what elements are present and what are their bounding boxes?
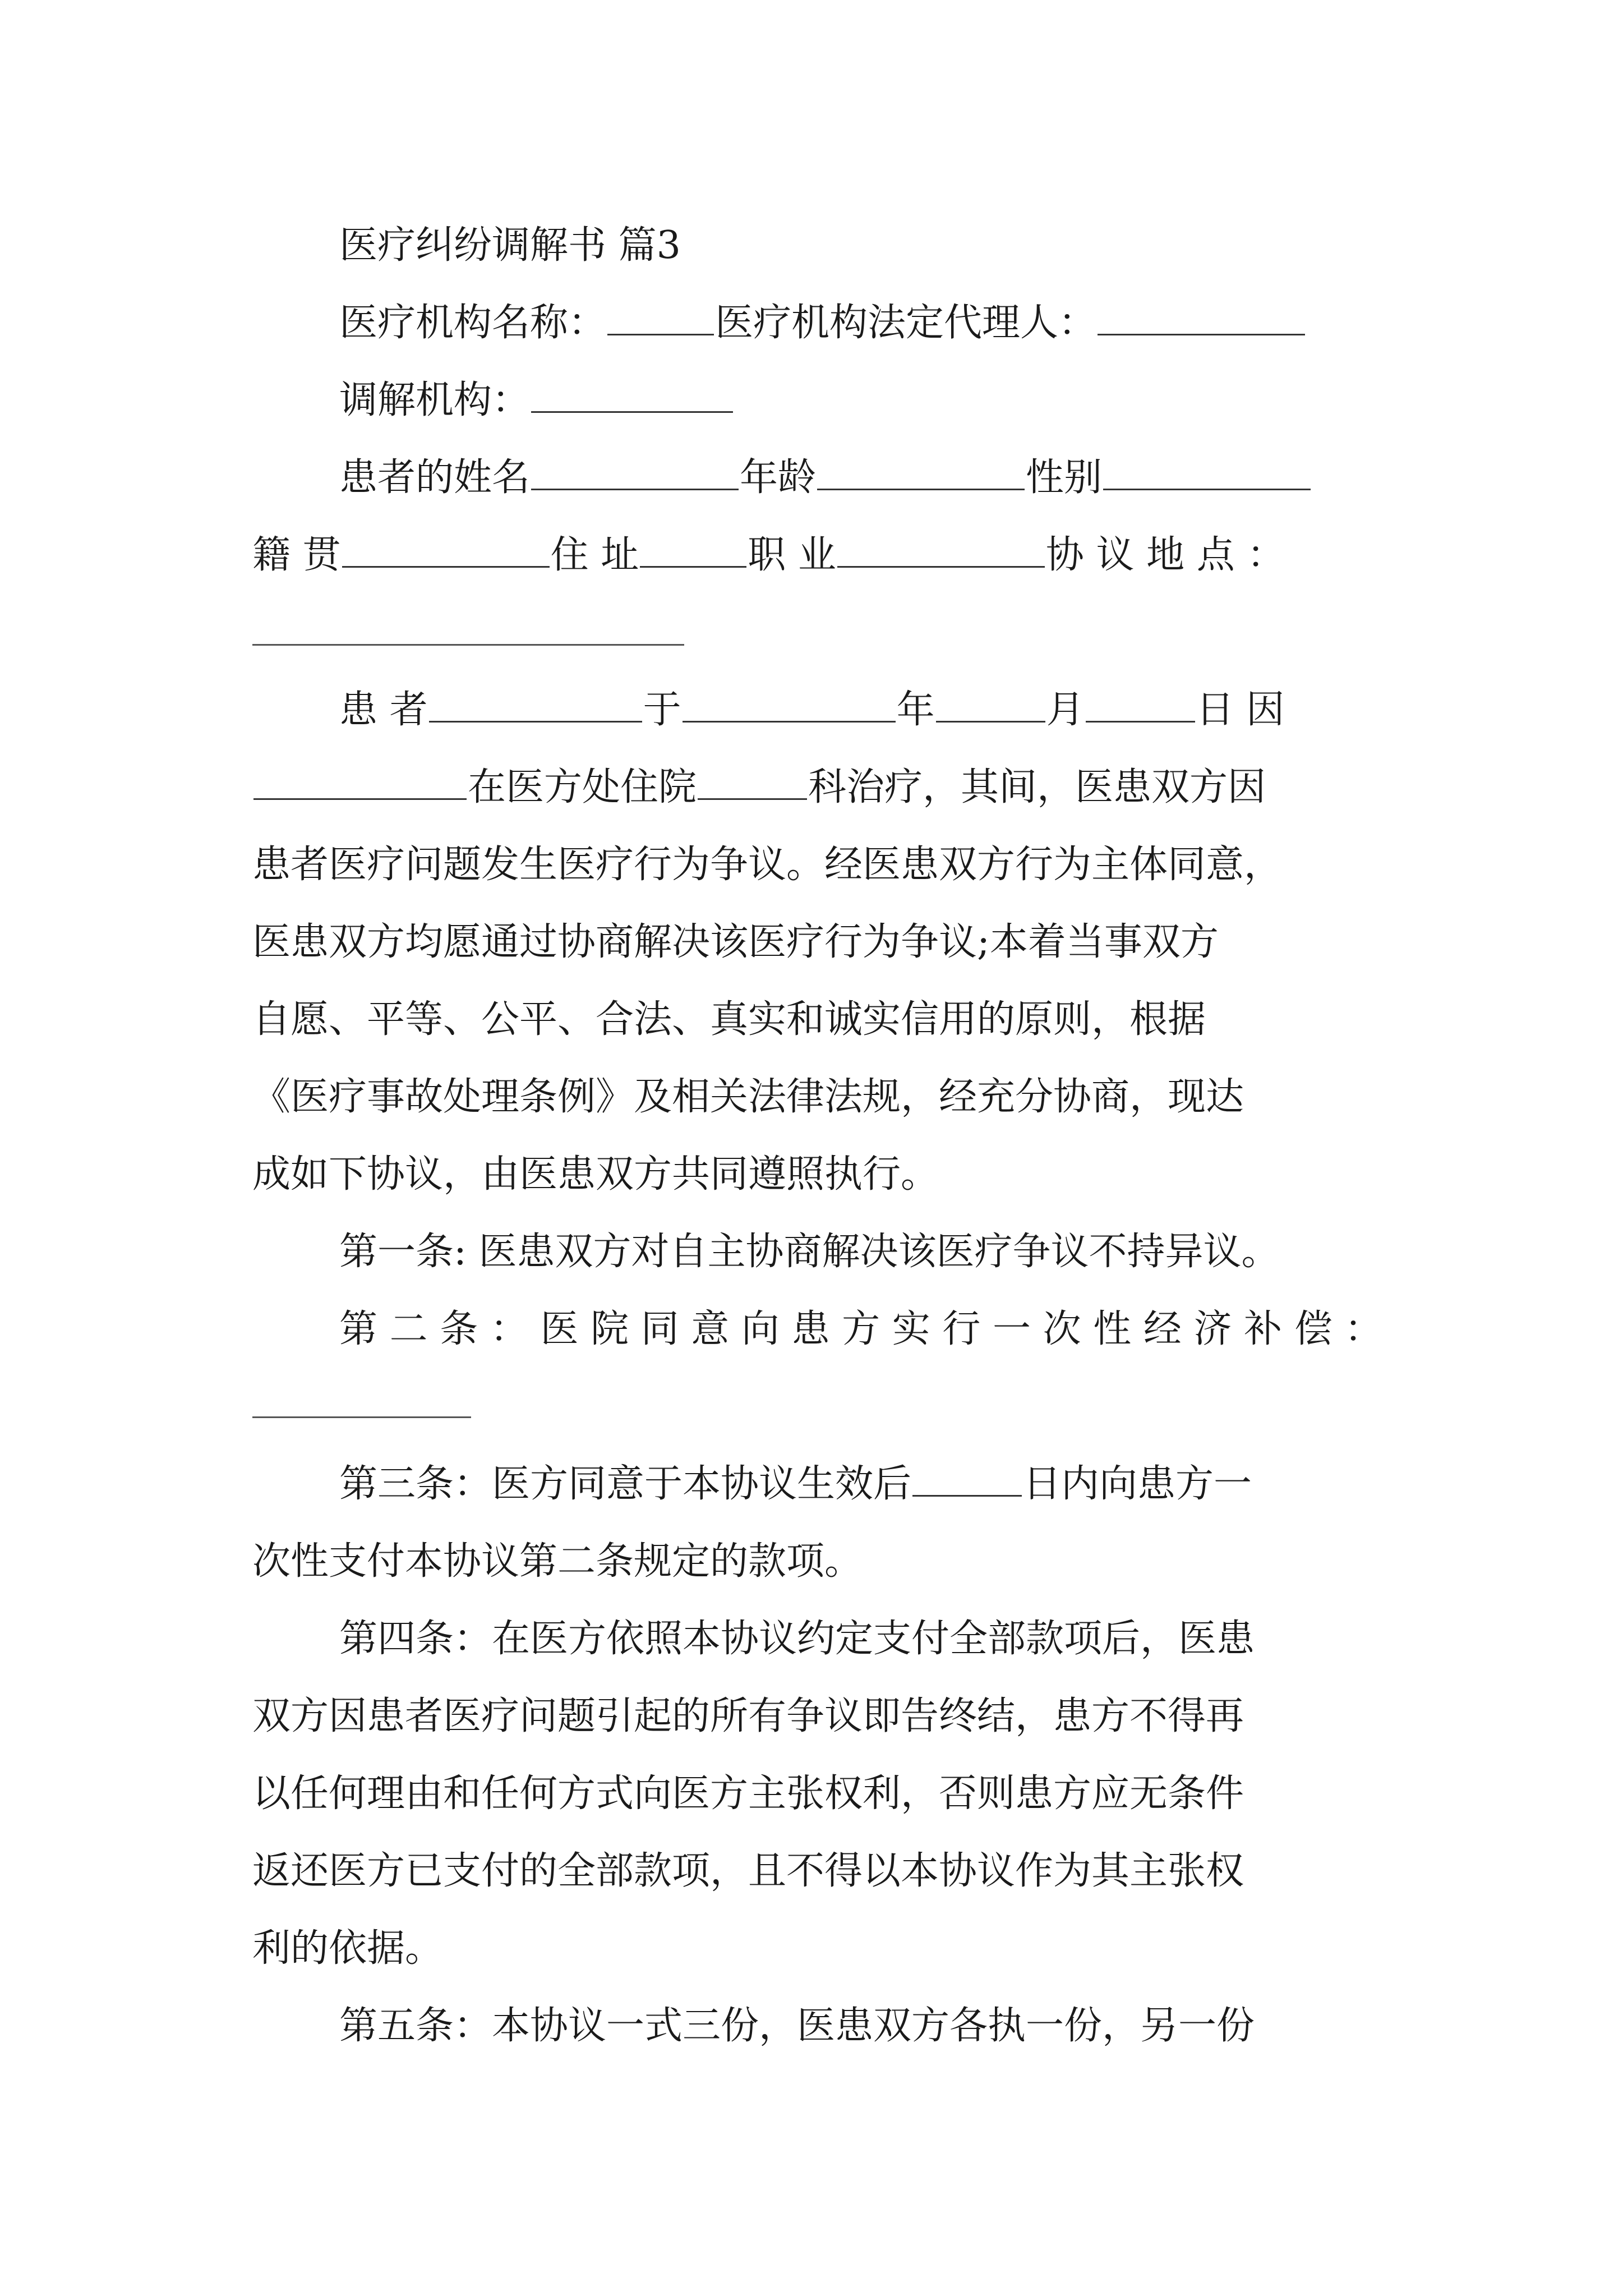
legal-rep-blank[interactable] bbox=[1098, 333, 1305, 335]
address-blank[interactable] bbox=[640, 565, 746, 568]
month-word: 月 bbox=[1046, 688, 1085, 732]
days-blank[interactable] bbox=[912, 1494, 1022, 1497]
document-title: 医疗纠纷调解书 篇3 bbox=[339, 223, 681, 268]
institution-blank[interactable] bbox=[607, 333, 714, 335]
job-label: 职 业 bbox=[748, 533, 836, 577]
body-line-6: 《医疗事故处理条例》及相关法律法规，经充分协商，现达 bbox=[252, 1075, 1244, 1119]
institution-label: 医疗机构名称： bbox=[339, 301, 607, 345]
legal-rep-label: 医疗机构法定代理人： bbox=[715, 301, 1097, 345]
body-line-4: 医患双方均愿通过协商解决该医疗行为争议;本着当事双方 bbox=[252, 920, 1219, 964]
patient-line bbox=[339, 452, 1385, 504]
article-5: 第五条：本协议一式三份，医患双方各执一份，另一份 bbox=[339, 2004, 1255, 2048]
article-4-line-4: 返还医方已支付的全部款项，且不得以本协议作为其主张权 bbox=[252, 1849, 1244, 1893]
article-4-line-1: 第四条：在医方依照本协议约定支付全部款项后，医患 bbox=[339, 1617, 1255, 1661]
patient-name-blank[interactable] bbox=[531, 488, 739, 490]
article-4-line-5: 利的依据。 bbox=[252, 1926, 444, 1971]
native-line bbox=[252, 530, 1385, 581]
article-2: 第 二 条 ： 医 院 同 意 向 患 方 实 行 一 次 性 经 济 补 偿 ： bbox=[339, 1307, 1383, 1351]
age-blank[interactable] bbox=[817, 488, 1025, 490]
reason-blank[interactable] bbox=[253, 798, 467, 800]
body-line-3: 患者医疗问题发生医疗行为争议。经医患双方行为主体同意， bbox=[252, 843, 1283, 887]
native-blank[interactable] bbox=[342, 565, 550, 568]
body-line-1 bbox=[339, 684, 1385, 736]
job-blank[interactable] bbox=[837, 565, 1045, 568]
compensation-blank[interactable] bbox=[252, 1416, 471, 1418]
mediation-line bbox=[339, 375, 1385, 426]
month-blank[interactable] bbox=[936, 720, 1045, 723]
age-label: 年龄 bbox=[740, 455, 817, 500]
article-3-text-2: 日内向患方一 bbox=[1023, 1462, 1252, 1506]
body-line-2 bbox=[252, 762, 1385, 813]
day-word: 日 因 bbox=[1196, 688, 1285, 732]
native-label: 籍 贯 bbox=[252, 533, 341, 577]
address-label: 住 址 bbox=[550, 533, 639, 577]
body-line-7: 成如下协议，由医患双方共同遵照执行。 bbox=[252, 1152, 939, 1197]
treatment-text: 科治疗，其间，医患双方因 bbox=[808, 765, 1266, 809]
article-4-line-3: 以任何理由和任何方式向医方主张权利，否则患方应无条件 bbox=[252, 1772, 1244, 1816]
year-blank[interactable] bbox=[683, 720, 896, 723]
year-word: 年 bbox=[896, 688, 935, 732]
institution-line bbox=[339, 297, 1385, 349]
department-blank[interactable] bbox=[698, 798, 807, 800]
mediation-label: 调解机构： bbox=[339, 378, 531, 422]
hospitalized-text: 在医方处住院 bbox=[468, 765, 697, 809]
patient-name-label: 患者的姓名 bbox=[339, 455, 531, 500]
mediation-blank[interactable] bbox=[531, 411, 733, 413]
gender-blank[interactable] bbox=[1103, 488, 1311, 490]
article-3-line-1 bbox=[339, 1458, 1385, 1510]
article-4-line-2: 双方因患者医疗问题引起的所有争议即告终结，患方不得再 bbox=[252, 1694, 1244, 1738]
article-3-line-2: 次性支付本协议第二条规定的款项。 bbox=[252, 1539, 863, 1584]
body-line-5: 自愿、平等、公平、合法、真实和诚实信用的原则，根据 bbox=[252, 997, 1206, 1042]
place-blank[interactable] bbox=[252, 644, 684, 646]
patient-word: 患 者 bbox=[339, 688, 428, 732]
gender-label: 性别 bbox=[1026, 455, 1103, 500]
article-3-text: 第三条：医方同意于本协议生效后 bbox=[339, 1462, 912, 1506]
place-label: 协 议 地 点 ： bbox=[1045, 533, 1285, 577]
article-1: 第一条: 医患双方对自主协商解决该医疗争议不持异议。 bbox=[339, 1230, 1280, 1274]
patient-blank[interactable] bbox=[429, 720, 642, 723]
on-word: 于 bbox=[643, 688, 681, 732]
day-blank[interactable] bbox=[1086, 720, 1195, 723]
